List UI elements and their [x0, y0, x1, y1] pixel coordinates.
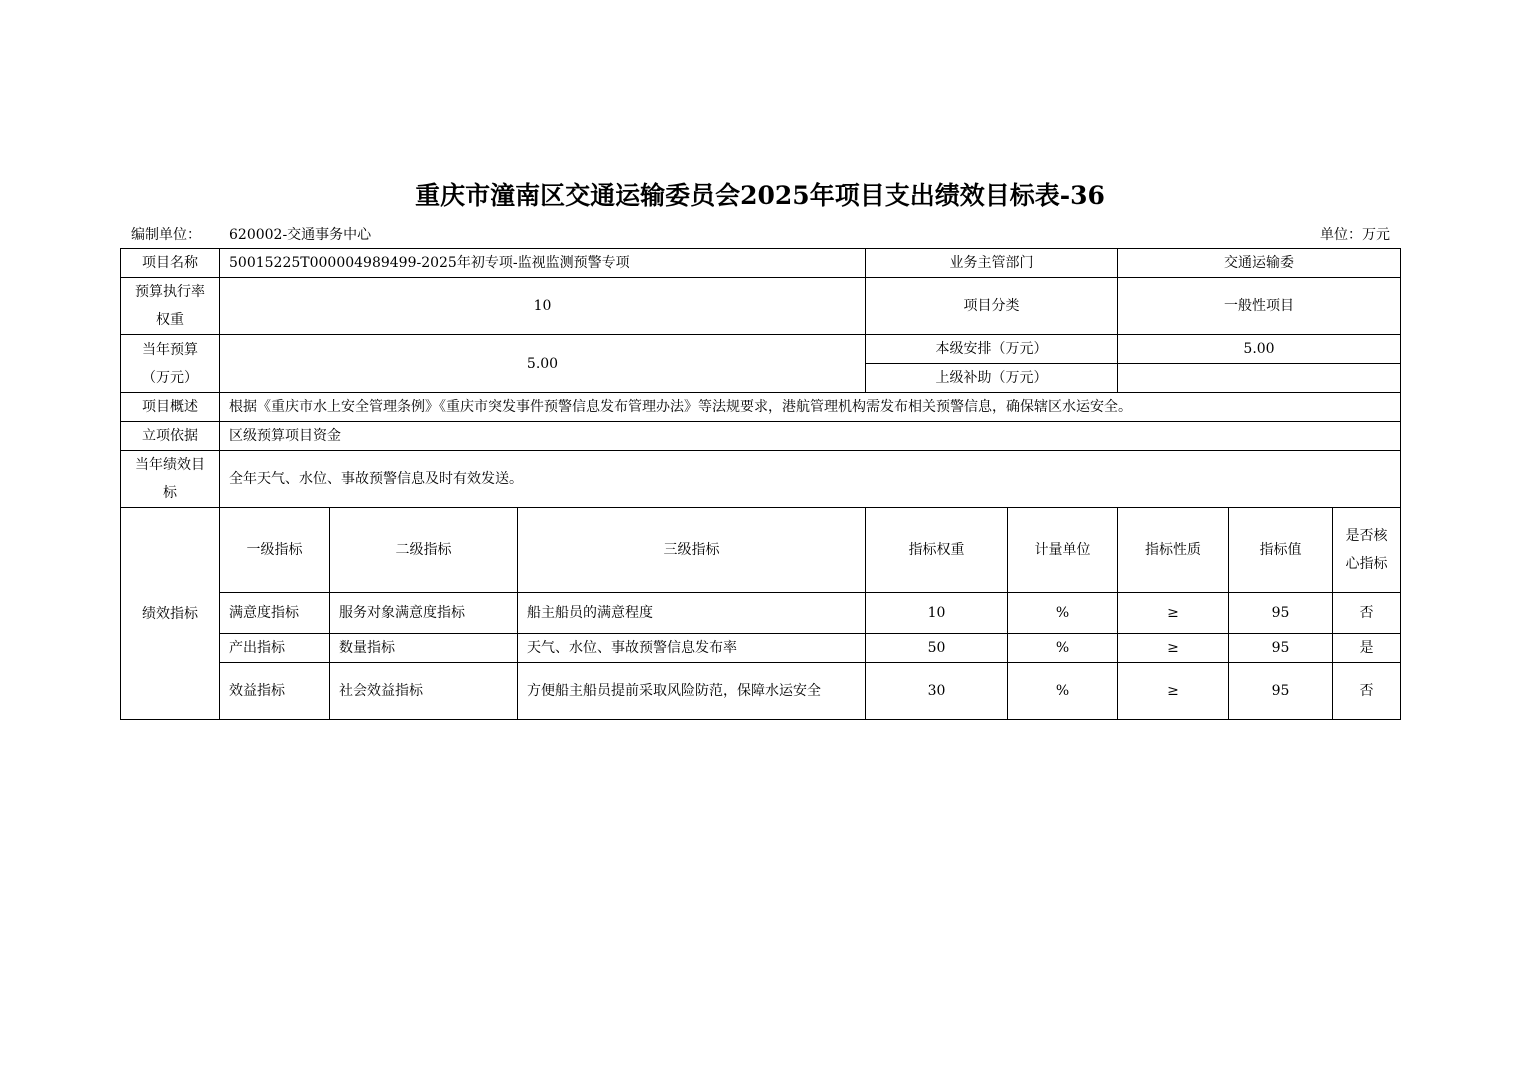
subsidy-value: [1118, 364, 1401, 393]
category-value: 一般性项目: [1118, 278, 1401, 335]
exec-weight-label: 预算执行率权重: [121, 278, 220, 335]
indicator-weight: 10: [866, 593, 1008, 634]
overview-label: 项目概述: [121, 393, 220, 422]
indicator-value: 95: [1229, 593, 1333, 634]
table-row: [121, 663, 1401, 720]
header-level2: 二级指标: [330, 508, 518, 593]
indicator-nature: ≥: [1118, 663, 1229, 720]
unit-label: 单位：万元: [1320, 227, 1390, 243]
table-row: [121, 593, 1401, 634]
category-label: 项目分类: [866, 278, 1118, 335]
header-nature: 指标性质: [1118, 508, 1229, 593]
exec-weight-value: 10: [220, 278, 866, 335]
indicator-value: 95: [1229, 663, 1333, 720]
indicator-unit: %: [1008, 634, 1118, 663]
indicator-level3: 天气、水位、事故预警信息发布率: [518, 634, 866, 663]
indicator-nature: ≥: [1118, 593, 1229, 634]
header-level3: 三级指标: [518, 508, 866, 593]
org-value: 620002-交通事务中心: [229, 227, 372, 243]
indicator-core: 是: [1333, 634, 1401, 663]
header-unit: 计量单位: [1008, 508, 1118, 593]
table-row: [121, 634, 1401, 663]
local-label: 本级安排（万元）: [866, 335, 1118, 364]
basis-label: 立项依据: [121, 422, 220, 451]
indicator-level3: 船主船员的满意程度: [518, 593, 866, 634]
header-core: 是否核心指标: [1333, 508, 1401, 593]
indicator-level1: 产出指标: [220, 634, 330, 663]
budget-label: 当年预算（万元）: [121, 335, 220, 393]
indicator-level2: 数量指标: [330, 634, 518, 663]
indicator-weight: 50: [866, 634, 1008, 663]
indicator-unit: %: [1008, 593, 1118, 634]
indicator-level1: 效益指标: [220, 663, 330, 720]
indicator-weight: 30: [866, 663, 1008, 720]
indicators-label: 绩效指标: [121, 508, 220, 720]
performance-table: [120, 248, 1401, 720]
project-name-label: 项目名称: [121, 249, 220, 278]
subsidy-label: 上级补助（万元）: [866, 364, 1118, 393]
goal-value: 全年天气、水位、事故预警信息及时有效发送。: [220, 451, 1401, 508]
header-level1: 一级指标: [220, 508, 330, 593]
goal-label: 当年绩效目标: [121, 451, 220, 508]
indicator-core: 否: [1333, 593, 1401, 634]
indicator-unit: %: [1008, 663, 1118, 720]
indicator-value: 95: [1229, 634, 1333, 663]
basis-value: 区级预算项目资金: [220, 422, 1401, 451]
indicator-nature: ≥: [1118, 634, 1229, 663]
budget-value: 5.00: [220, 335, 866, 393]
indicator-level3: 方便船主船员提前采取风险防范，保障水运安全: [518, 663, 866, 720]
overview-value: 根据《重庆市水上安全管理条例》《重庆市突发事件预警信息发布管理办法》等法规要求，港航管理机构需发布相关预警信息，确保辖区水运安全。: [220, 393, 1401, 422]
local-value: 5.00: [1118, 335, 1401, 364]
header-weight: 指标权重: [866, 508, 1008, 593]
dept-label: 业务主管部门: [866, 249, 1118, 278]
indicator-core: 否: [1333, 663, 1401, 720]
org-label: 编制单位：: [131, 227, 201, 243]
indicator-level2: 社会效益指标: [330, 663, 518, 720]
header-value: 指标值: [1229, 508, 1333, 593]
dept-value: 交通运输委: [1118, 249, 1401, 278]
indicator-level2: 服务对象满意度指标: [330, 593, 518, 634]
page-title: 重庆市潼南区交通运输委员会2025年项目支出绩效目标表-36: [415, 181, 1105, 210]
project-name-value: 50015225T000004989499-2025年初专项-监视监测预警专项: [220, 249, 866, 278]
indicator-level1: 满意度指标: [220, 593, 330, 634]
